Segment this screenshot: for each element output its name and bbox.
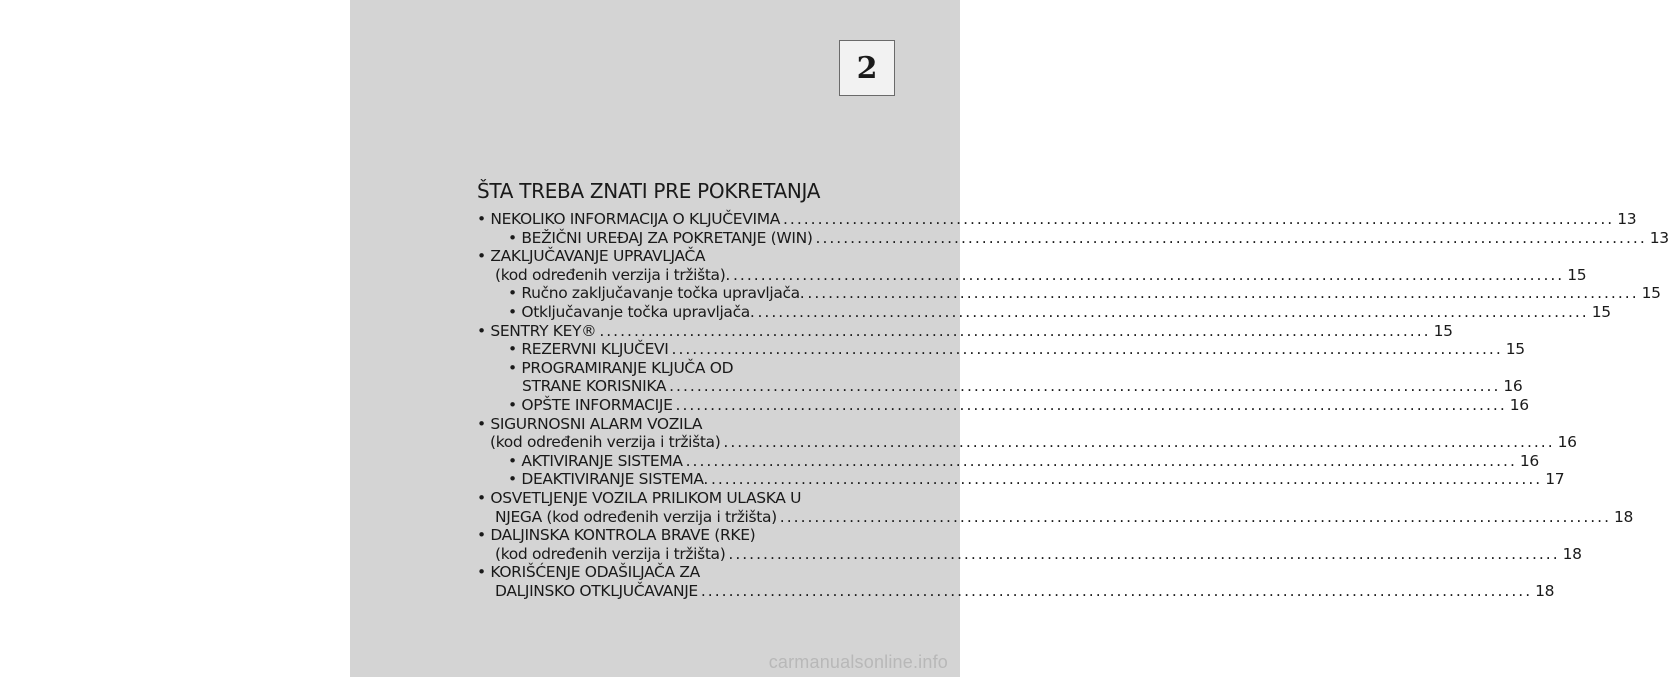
- toc-entry-page: 16: [1519, 451, 1539, 470]
- toc-entry[interactable]: [477, 321, 1453, 341]
- leader-dots: ........................................................................................................................: [675, 395, 1507, 414]
- left-blank-page: [0, 0, 350, 677]
- toc-entry[interactable]: [477, 563, 893, 582]
- leader-dots: ........................................................................................................................: [669, 377, 1501, 396]
- toc-entry-text: • NEKOLIKO INFORMACIJA O KLJUČEVIMA: [477, 210, 780, 228]
- toc-entry[interactable]: [477, 359, 893, 378]
- toc-entry[interactable]: [477, 395, 1529, 415]
- leader-dots: ........................................................................................................................: [723, 433, 1555, 452]
- toc-title: ŠTA TREBA ZNATI PRE POKRETANJA: [477, 179, 821, 203]
- toc-entry[interactable]: [477, 470, 1565, 489]
- chapter-number: 2: [856, 50, 878, 86]
- leader-dots: ........................................................................................................................: [728, 544, 1560, 563]
- toc-entry-text: • DEAKTIVIRANJE SISTEMA.: [508, 470, 708, 489]
- toc-entry[interactable]: [477, 433, 1577, 452]
- toc-entry[interactable]: • NEKOLIKO INFORMACIJA O KLJUČEVIMA ........................................................................................................................ 13: [477, 210, 1637, 228]
- toc-entry-page: 16: [1503, 377, 1523, 396]
- toc-entry-text: • PROGRAMIRANJE KLJUČA OD: [508, 358, 734, 377]
- toc-entry-text: • SIGURNOSNI ALARM VOZILA: [477, 414, 703, 433]
- leader-dots: ........................................................................................................................: [685, 451, 1517, 470]
- chapter-number-box: [839, 40, 895, 96]
- toc-entry-text: • AKTIVIRANJE SISTEMA: [508, 451, 683, 470]
- toc-entry-page: 15: [1567, 265, 1587, 284]
- toc-entry-page: 15: [1433, 321, 1453, 340]
- toc-entry[interactable]: [477, 302, 1611, 322]
- toc-entry[interactable]: [477, 451, 1539, 471]
- leader-dots: ........................................................................................................................: [671, 340, 1503, 359]
- toc-entry-page: 15: [1591, 302, 1611, 321]
- toc-entry[interactable]: [477, 340, 1525, 359]
- toc-entry-page: 18: [1535, 581, 1555, 600]
- toc-entry-text: (kod određenih verzija i tržišta): [495, 544, 726, 563]
- toc-entry-text: • ZAKLJUČAVANJE UPRAVLJAČA: [477, 247, 706, 266]
- toc-entry-page: 18: [1614, 507, 1634, 526]
- toc-entry[interactable]: [477, 377, 1523, 396]
- leader-dots: ........................................................................................................................: [710, 470, 1543, 489]
- toc-entry-text: STRANE KORISNIKA: [522, 377, 667, 396]
- toc-entry-page: 15: [1505, 340, 1525, 359]
- toc-entry-page: 17: [1545, 470, 1565, 489]
- toc-entry[interactable]: [477, 526, 893, 545]
- toc-entry-page: 18: [1562, 544, 1582, 563]
- toc-entry[interactable]: [477, 265, 1587, 285]
- toc-entry[interactable]: [477, 489, 893, 508]
- leader-dots: ........................................................................................................................: [779, 507, 1612, 526]
- toc-entry-text: • OSVETLJENJE VOZILA PRILIKOM ULASKA U: [477, 488, 802, 507]
- toc-entry[interactable]: • BEŽIČNI UREĐAJ ZA POKRETANJE (WIN) ........................................................................................................................ 13: [508, 228, 1669, 247]
- toc-entry[interactable]: [477, 247, 893, 266]
- toc-entry-page: 13: [1649, 228, 1669, 247]
- toc-entry-text: • Otključavanje točka upravljača.: [508, 302, 755, 321]
- toc-entry-text: NJEGA (kod određenih verzija i tržišta): [495, 507, 777, 526]
- toc-entry-text: (kod određenih verzija i tržišta): [490, 433, 721, 452]
- toc-entry[interactable]: [477, 507, 1634, 527]
- toc-entry-page: 13: [1617, 210, 1637, 228]
- toc-entry-text: • REZERVNI KLJUČEVI: [508, 340, 669, 359]
- toc-entry-text: DALJINSKO OTKLJUČAVANJE: [495, 581, 698, 600]
- table-of-contents: [477, 178, 1669, 600]
- toc-entry-page: 16: [1557, 433, 1577, 452]
- leader-dots: ........................................................................................................................: [599, 321, 1431, 340]
- toc-entry[interactable]: [477, 415, 893, 434]
- toc-entry-text: • KORIŠĆENJE ODAŠILJAČA ZA: [477, 563, 700, 582]
- toc-entry-page: 16: [1509, 395, 1529, 414]
- leader-dots: ........................................................................................................................: [807, 284, 1639, 303]
- toc-entry-text: (kod određenih verzija i tržišta).: [495, 265, 730, 284]
- toc-entry[interactable]: [477, 544, 1582, 564]
- toc-entry[interactable]: [477, 284, 1661, 303]
- toc-entry-text: • DALJINSKA KONTROLA BRAVE (RKE): [477, 526, 756, 545]
- toc-entry-text: • OPŠTE INFORMACIJE: [508, 395, 673, 414]
- toc-entry-page: 15: [1641, 284, 1661, 303]
- toc-entry-text: • Ručno zaključavanje točka upravljača.: [508, 284, 805, 303]
- leader-dots: ........................................................................................................................: [732, 265, 1565, 284]
- toc-entry[interactable]: [477, 581, 1555, 601]
- right-page: [350, 0, 1669, 677]
- watermark-text: carmanualsonline.info: [768, 652, 948, 672]
- leader-dots: ........................................................................................................................: [757, 302, 1589, 321]
- toc-entry-text: • SENTRY KEY®: [477, 321, 597, 340]
- toc-entry-text: • BEŽIČNI UREĐAJ ZA POKRETANJE (WIN): [508, 228, 813, 247]
- leader-dots: ........................................................................................................................: [700, 581, 1533, 600]
